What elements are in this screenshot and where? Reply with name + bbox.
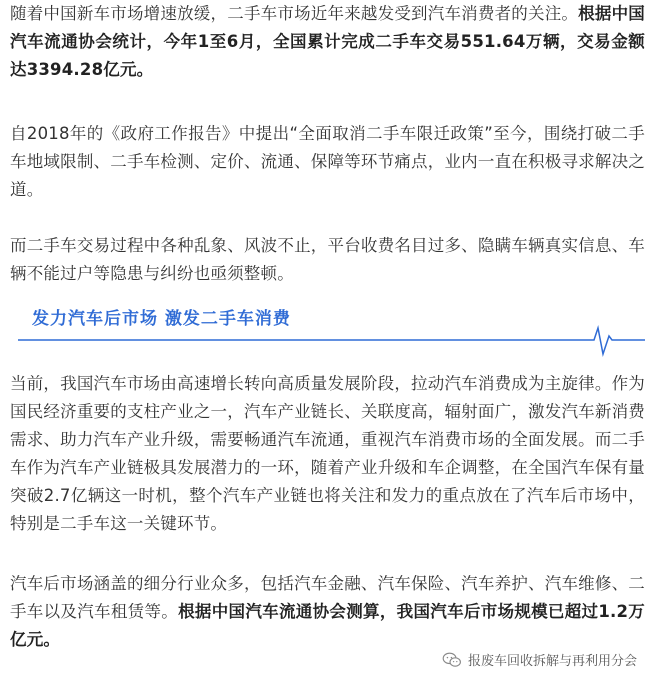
paragraph-2: 自2018年的《政府工作报告》中提出“全面取消二手车限迁政策”至今，围绕打破二手车地域限制、二手车检测、定价、流通、保障等环节痛点，业内一直在积极寻求解决之道。	[10, 124, 645, 199]
paragraph-5-bold: 根据中国汽车流通协会测算，我国汽车后市场规模已超过1.2万亿元。	[10, 602, 646, 649]
paragraph-5	[0, 570, 655, 654]
paragraph-1-text: 随着中国新车市场增速放缓，二手车市场近年来越发受到汽车消费者的关注。	[10, 4, 579, 23]
section-header	[0, 298, 655, 358]
watermark	[442, 650, 637, 669]
section-title: 发力汽车后市场 激发二手车消费	[32, 309, 291, 329]
paragraph-5-text: 汽车后市场涵盖的细分行业众多，包括汽车金融、汽车保险、汽车养护、汽车维修、二手车以及汽车租赁等。	[10, 574, 645, 621]
paragraph-1	[0, 0, 655, 84]
wechat-icon	[442, 652, 462, 668]
watermark-text: 报废车回收拆解与再利用分会	[467, 654, 637, 669]
paragraph-1-bold: 根据中国汽车流通协会统计，今年1至6月，全国累计完成二手车交易551.64万辆，交易金额达3394.28亿元。	[10, 4, 645, 79]
paragraph-4: 当前，我国汽车市场由高速增长转向高质量发展阶段，拉动汽车消费成为主旋律。作为国民经济重要的支柱产业之一，汽车产业链长、关联度高，辐射面广，激发汽车新消费需求、助力汽车产业升级，需要畅通汽车流通，重视汽车消费市场的全面发展。而二手车作为汽车产业链极具发展潜力的一环，随着产业升级和车企调整，在全国汽车保有量突破2.7亿辆这一时机，整个汽车产业链也将关注和发力的重点放在了汽车后市场中，特别是二手车这一关键环节。	[10, 374, 645, 533]
paragraph-3: 而二手车交易过程中各种乱象、风波不止，平台收费名目过多、隐瞒车辆真实信息、车辆不能过户等隐患与纠纷也亟须整顿。	[10, 236, 645, 283]
